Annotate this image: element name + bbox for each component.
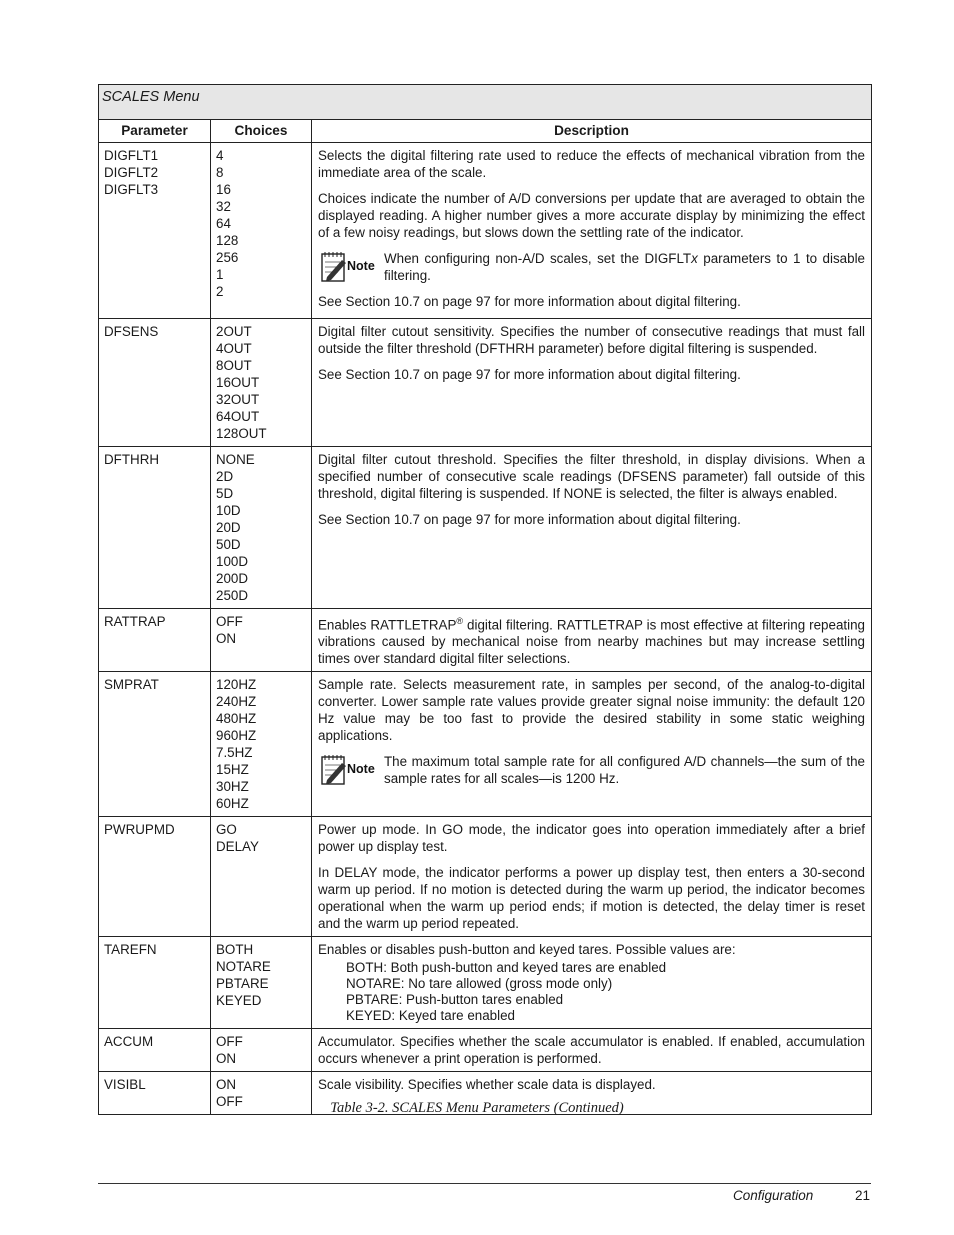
choice-value: 100D — [216, 554, 249, 569]
choice-value: 15HZ — [216, 762, 249, 778]
description-text: Enables RATTLETRAP® digital filtering. RATTLETRAP is most effective at filtering repeating vibrations caused by mechanical noise from nearby machines but may increase settling times over standard digital filter selections. — [318, 616, 865, 667]
choice-value: 50D — [216, 537, 241, 552]
note-text: The maximum total sample rate for all configured A/D channels—the sum of the sample rates for all scales—is 1200 Hz. — [384, 754, 865, 787]
scales-menu-table — [98, 84, 872, 1115]
choice-value: 1 — [216, 267, 224, 282]
choice-value: 10D — [216, 503, 241, 518]
description-text: Scale visibility. Specifies whether scale data is displayed. — [318, 1077, 656, 1093]
table-row — [99, 319, 872, 447]
choice-value: GO — [216, 822, 237, 838]
choice-value: 8 — [216, 165, 224, 180]
choice-value: DELAY — [216, 839, 259, 855]
menu-title: SCALES Menu — [99, 85, 872, 120]
choice-value: 200D — [216, 571, 249, 586]
choice-value: ON — [216, 1077, 237, 1093]
param-name: VISIBL — [99, 1072, 211, 1115]
list-item: BOTH: Both push-button and keyed tares are enabled — [346, 960, 667, 976]
param-cell — [99, 143, 211, 319]
description-text: Choices indicate the number of A/D conversions per update that are averaged to obtain the displayed reading. A higher number gives a more accurate display by minimizing the effect of a few noisy readings, but slows down the settling rate of the indicator. — [318, 191, 865, 240]
description-text: Enables or disables push-button and keyed tares. Possible values are: — [318, 942, 736, 958]
description-text: See Section 10.7 on page 97 for more information about digital filtering. — [318, 512, 741, 527]
choice-value: 240HZ — [216, 694, 257, 710]
choice-value: 128 — [216, 233, 239, 248]
choice-value: 8OUT — [216, 358, 252, 373]
choice-value: 4 — [216, 148, 224, 163]
choice-value: 64 — [216, 216, 231, 231]
svg-text:Note: Note — [347, 259, 375, 273]
header-parameter: Parameter — [99, 120, 211, 143]
choice-value: 120HZ — [216, 677, 257, 693]
choice-value: ON — [216, 631, 237, 646]
description-text: Accumulator. Specifies whether the scale accumulator is enabled. If enabled, accumulation occurs whenever a print operation is performed. — [318, 1034, 865, 1067]
svg-text:Note: Note — [347, 762, 375, 777]
description-cell — [312, 143, 872, 319]
description-cell — [312, 609, 872, 672]
description-text: Selects the digital filtering rate used to reduce the effects of mechanical vibration from the immediate area of the scale. — [318, 148, 865, 180]
param-name: SMPRAT — [99, 672, 211, 817]
description-cell — [312, 447, 872, 609]
footer-divider — [98, 1183, 871, 1184]
description-cell — [312, 672, 872, 817]
param-name: DIGFLT3 — [104, 182, 159, 197]
description-text: See Section 10.7 on page 97 for more information about digital filtering. — [318, 367, 741, 382]
choices-cell — [211, 937, 312, 1029]
description-text: Power up mode. In GO mode, the indicator goes into operation immediately after a brief power up display test. — [318, 822, 865, 855]
choices-cell — [211, 817, 312, 937]
choice-value: PBTARE — [216, 976, 269, 992]
list-item: PBTARE: Push-button tares enabled — [346, 992, 564, 1008]
table-header-row — [99, 120, 872, 143]
choice-value: 2D — [216, 469, 234, 484]
description-cell — [312, 1029, 872, 1072]
footer-section-name: Configuration — [733, 1188, 814, 1203]
choice-value: BOTH — [216, 942, 254, 958]
param-name: DFSENS — [99, 319, 211, 447]
choice-value: OFF — [216, 1094, 243, 1110]
note-box — [318, 250, 865, 284]
table-row — [99, 447, 872, 609]
table-row — [99, 817, 872, 937]
choice-value: ON — [216, 1051, 237, 1067]
choice-value: 4OUT — [216, 341, 252, 356]
description-text: Digital filter cutout threshold. Specifies the filter threshold, in display divisions. When a specified number of consecutive scale readings (DFSENS parameter) fall outside of this threshold, digital filtering is suspended. If NONE is selected, the filter is always enabled. — [318, 452, 865, 501]
param-name: DFTHRH — [99, 447, 211, 609]
table-row — [99, 1029, 872, 1072]
param-name: DIGFLT2 — [104, 165, 159, 180]
choice-value: 960HZ — [216, 728, 257, 744]
param-name: TAREFN — [99, 937, 211, 1029]
choices-cell — [211, 1029, 312, 1072]
description-cell — [312, 319, 872, 447]
choices-cell — [211, 143, 312, 319]
choice-value: 32OUT — [216, 392, 260, 407]
param-name: DIGFLT1 — [104, 148, 159, 163]
choices-cell — [211, 447, 312, 609]
choice-value: OFF — [216, 614, 243, 629]
choice-value: 16OUT — [216, 375, 260, 390]
choices-cell — [211, 609, 312, 672]
choice-value: 2 — [216, 284, 224, 299]
choices-cell — [211, 672, 312, 817]
description-text: See Section 10.7 on page 97 for more information about digital filtering. — [318, 294, 741, 309]
choice-value: 30HZ — [216, 779, 249, 795]
note-pencil-icon — [318, 751, 384, 787]
choice-value: 256 — [216, 250, 239, 265]
choice-value: NONE — [216, 452, 255, 467]
choice-value: 20D — [216, 520, 241, 535]
choice-value: OFF — [216, 1034, 243, 1050]
note-box — [318, 753, 865, 787]
choices-cell — [211, 319, 312, 447]
choice-value: 16 — [216, 182, 231, 197]
list-item: NOTARE: No tare allowed (gross mode only) — [346, 976, 613, 992]
description-text: In DELAY mode, the indicator performs a power up display test, then enters a 30-second warm up period. If no motion is detected during the warm up period, the indicator becomes operational when the warm up period ends; if motion is detected, the delay timer is reset and the warm up period repeated. — [318, 865, 865, 932]
table-row — [99, 937, 872, 1029]
param-name: ACCUM — [99, 1029, 211, 1072]
description-cell — [312, 817, 872, 937]
choice-value: KEYED — [216, 993, 262, 1009]
choice-value: 32 — [216, 199, 231, 214]
note-text: When configuring non-A/D scales, set the DIGFLTx parameters to 1 to disable filtering. — [384, 251, 865, 283]
choice-value: 7.5HZ — [216, 745, 253, 761]
page-number: 21 — [855, 1188, 871, 1203]
choice-value: 128OUT — [216, 426, 267, 441]
choice-value: 250D — [216, 588, 249, 603]
choice-value: 5D — [216, 486, 234, 501]
table-row — [99, 672, 872, 817]
table-row — [99, 143, 872, 319]
param-name: RATTRAP — [99, 609, 211, 672]
table-caption: Table 3-2. SCALES Menu Parameters (Continued) — [330, 1100, 624, 1116]
header-choices: Choices — [211, 120, 312, 143]
note-pencil-icon — [318, 248, 384, 284]
param-name: PWRUPMD — [99, 817, 211, 937]
choice-value: NOTARE — [216, 959, 271, 975]
description-text: Sample rate. Selects measurement rate, in samples per second, of the analog-to-digital converter. Lower sample rate values provide greater signal noise immunity: the default 120 Hz value may be too fast to provide the desired stability in some static weighing applications. — [318, 677, 865, 744]
choice-value: 64OUT — [216, 409, 260, 424]
list-item: KEYED: Keyed tare enabled — [346, 1008, 515, 1024]
choice-value: 60HZ — [216, 796, 249, 812]
table-row — [99, 609, 872, 672]
description-cell — [312, 937, 872, 1029]
values-list — [346, 960, 865, 1024]
choice-value: 480HZ — [216, 711, 257, 727]
header-description: Description — [312, 120, 872, 143]
description-text: Digital filter cutout sensitivity. Specifies the number of consecutive readings that must fall outside the filter threshold (DFTHRH parameter) before digital filtering is suspended. — [318, 324, 865, 356]
choice-value: 2OUT — [216, 324, 252, 339]
